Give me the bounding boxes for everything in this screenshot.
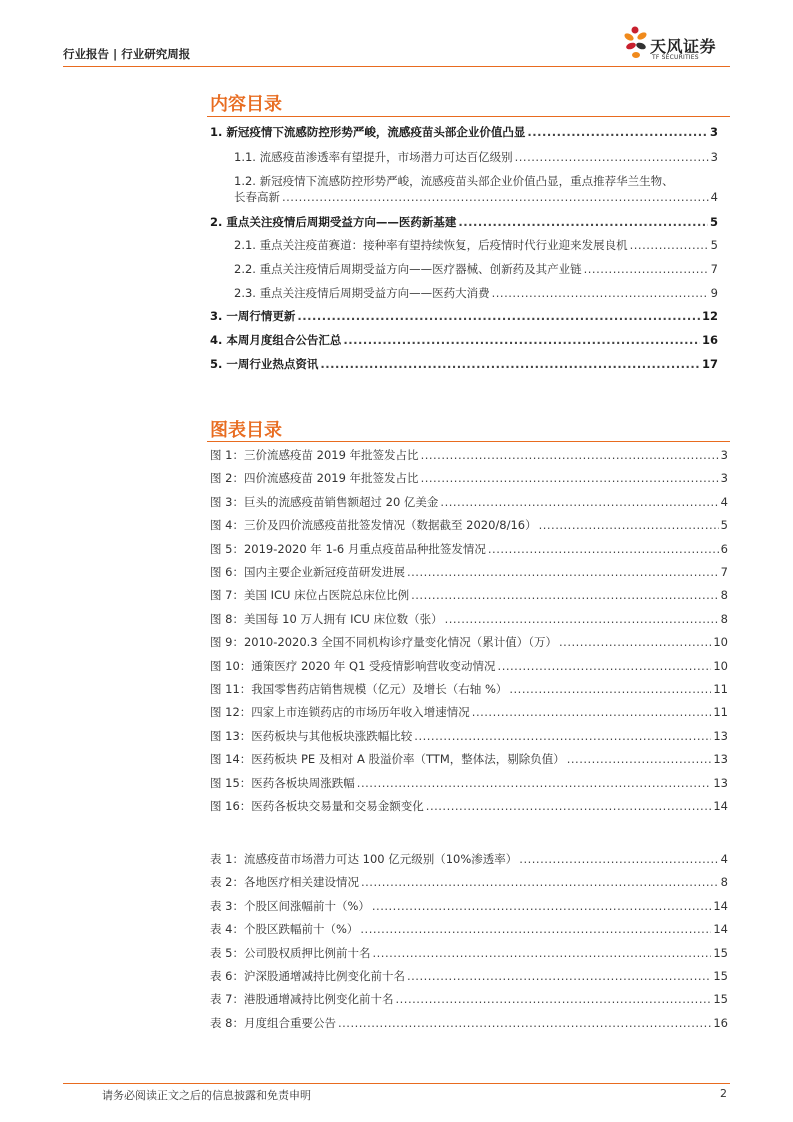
- table-entry[interactable]: 表 5：公司股权质押比例前十名 ..... 15: [210, 944, 728, 962]
- table-entry[interactable]: 表 6：沪深股通增减持比例变化前十名 ..... 15: [210, 967, 728, 985]
- logo-chinese-name: 天风证券: [650, 37, 717, 56]
- table-entry[interactable]: 表 8：月度组合重要公告 ..... 16: [210, 1014, 728, 1032]
- toc-entry[interactable]: 1. 新冠疫情下流感防控形势严峻，流感疫苗头部企业价值凸显 ..... 3: [210, 123, 718, 141]
- figure-entry[interactable]: 图 2：四价流感疫苗 2019 年批签发占比 ..... 3: [210, 469, 728, 487]
- table-entry[interactable]: 表 7：港股通增减持比例变化前十名 ..... 15: [210, 990, 728, 1008]
- figure-entry[interactable]: 图 9：2010-2020.3 全国不同机构诊疗量变化情况（累计值）（万） ..... 10: [210, 633, 728, 651]
- footer-divider: [63, 1083, 730, 1084]
- figures-title-rule: [207, 441, 730, 442]
- toc-entry[interactable]: 2.3. 重点关注疫情后周期受益方向——医药大消费 ..... 9: [234, 284, 718, 302]
- table-entry[interactable]: 表 1：流感疫苗市场潜力可达 100 亿元级别（10%渗透率） ..... 4: [210, 850, 728, 868]
- toc-entry[interactable]: 1.1. 流感疫苗渗透率有望提升，市场潜力可达百亿级别 ..... 3: [234, 148, 718, 166]
- figure-entry[interactable]: 图 11：我国零售药店销售规模（亿元）及增长（右轴 %） ..... 11: [210, 680, 728, 698]
- logo-english-name: TF SECURITIES: [652, 54, 699, 61]
- figure-entry[interactable]: 图 12：四家上市连锁药店的市场历年收入增速情况 ..... 11: [210, 703, 728, 721]
- figure-entry[interactable]: 图 10：通策医疗 2020 年 Q1 受疫情影响营收变动情况 ..... 10: [210, 657, 728, 675]
- figure-entry[interactable]: 图 8：美国每 10 万人拥有 ICU 床位数（张） ..... 8: [210, 610, 728, 628]
- figure-entry[interactable]: 图 4：三价及四价流感疫苗批签发情况（数据截至 2020/8/16） ..... 5: [210, 516, 728, 534]
- toc-entry[interactable]: 4. 本周月度组合公告汇总 ..... 16: [210, 331, 718, 349]
- logo-mark-icon: [622, 24, 652, 68]
- page-number: 2: [720, 1087, 727, 1100]
- toc-entry[interactable]: 3. 一周行情更新 ..... 12: [210, 307, 718, 325]
- contents-title: 内容目录: [210, 94, 282, 115]
- toc-entry[interactable]: 2.2. 重点关注疫情后周期受益方向——医疗器械、创新药及其产业链 ..... 7: [234, 260, 718, 278]
- table-entry[interactable]: 表 4：个股区跌幅前十（%） ..... 14: [210, 920, 728, 938]
- figure-entry[interactable]: 图 14：医药板块 PE 及相对 A 股溢价率（TTM，整体法，剔除负值） ..... 13: [210, 750, 728, 768]
- report-type-label: 行业报告 | 行业研究周报: [63, 47, 191, 61]
- figures-title: 图表目录: [210, 420, 282, 441]
- toc-entry[interactable]: 2.1. 重点关注疫苗赛道：接种率有望持续恢复，后疫情时代行业迎来发展良机 ..... 5: [234, 236, 718, 254]
- disclaimer-text: 请务必阅读正文之后的信息披露和免责申明: [102, 1089, 311, 1102]
- table-entry[interactable]: 表 2：各地医疗相关建设情况 ..... 8: [210, 873, 728, 891]
- figure-entry[interactable]: 图 3：巨头的流感疫苗销售额超过 20 亿美金 ..... 4: [210, 493, 728, 511]
- figure-entry[interactable]: 图 16：医药各板块交易量和交易金额变化 ..... 14: [210, 797, 728, 815]
- toc-entry[interactable]: 2. 重点关注疫情后周期受益方向——医药新基建 ..... 5: [210, 213, 718, 231]
- header-divider: [63, 66, 730, 67]
- contents-title-rule: [207, 116, 730, 117]
- toc-entry[interactable]: 长春高新 ..... 4: [234, 188, 718, 206]
- figure-entry[interactable]: 图 15：医药各板块周涨跌幅 ..... 13: [210, 774, 728, 792]
- figure-entry[interactable]: 图 5：2019-2020 年 1-6 月重点疫苗品种批签发情况 ..... 6: [210, 540, 728, 558]
- company-logo: [622, 24, 734, 68]
- figure-entry[interactable]: 图 13：医药板块与其他板块涨跌幅比较 ..... 13: [210, 727, 728, 745]
- figure-entry[interactable]: 图 6：国内主要企业新冠疫苗研发进展 ..... 7: [210, 563, 728, 581]
- figure-entry[interactable]: 图 1：三价流感疫苗 2019 年批签发占比 ..... 3: [210, 446, 728, 464]
- table-entry[interactable]: 表 3：个股区间涨幅前十（%） ..... 14: [210, 897, 728, 915]
- figure-entry[interactable]: 图 7：美国 ICU 床位占医院总床位比例 ..... 8: [210, 586, 728, 604]
- toc-entry-wrapped-line[interactable]: 1.2. 新冠疫情下流感防控形势严峻，流感疫苗头部企业价值凸显，重点推荐华兰生物、: [234, 174, 674, 188]
- toc-entry[interactable]: 5. 一周行业热点资讯 ..... 17: [210, 355, 718, 373]
